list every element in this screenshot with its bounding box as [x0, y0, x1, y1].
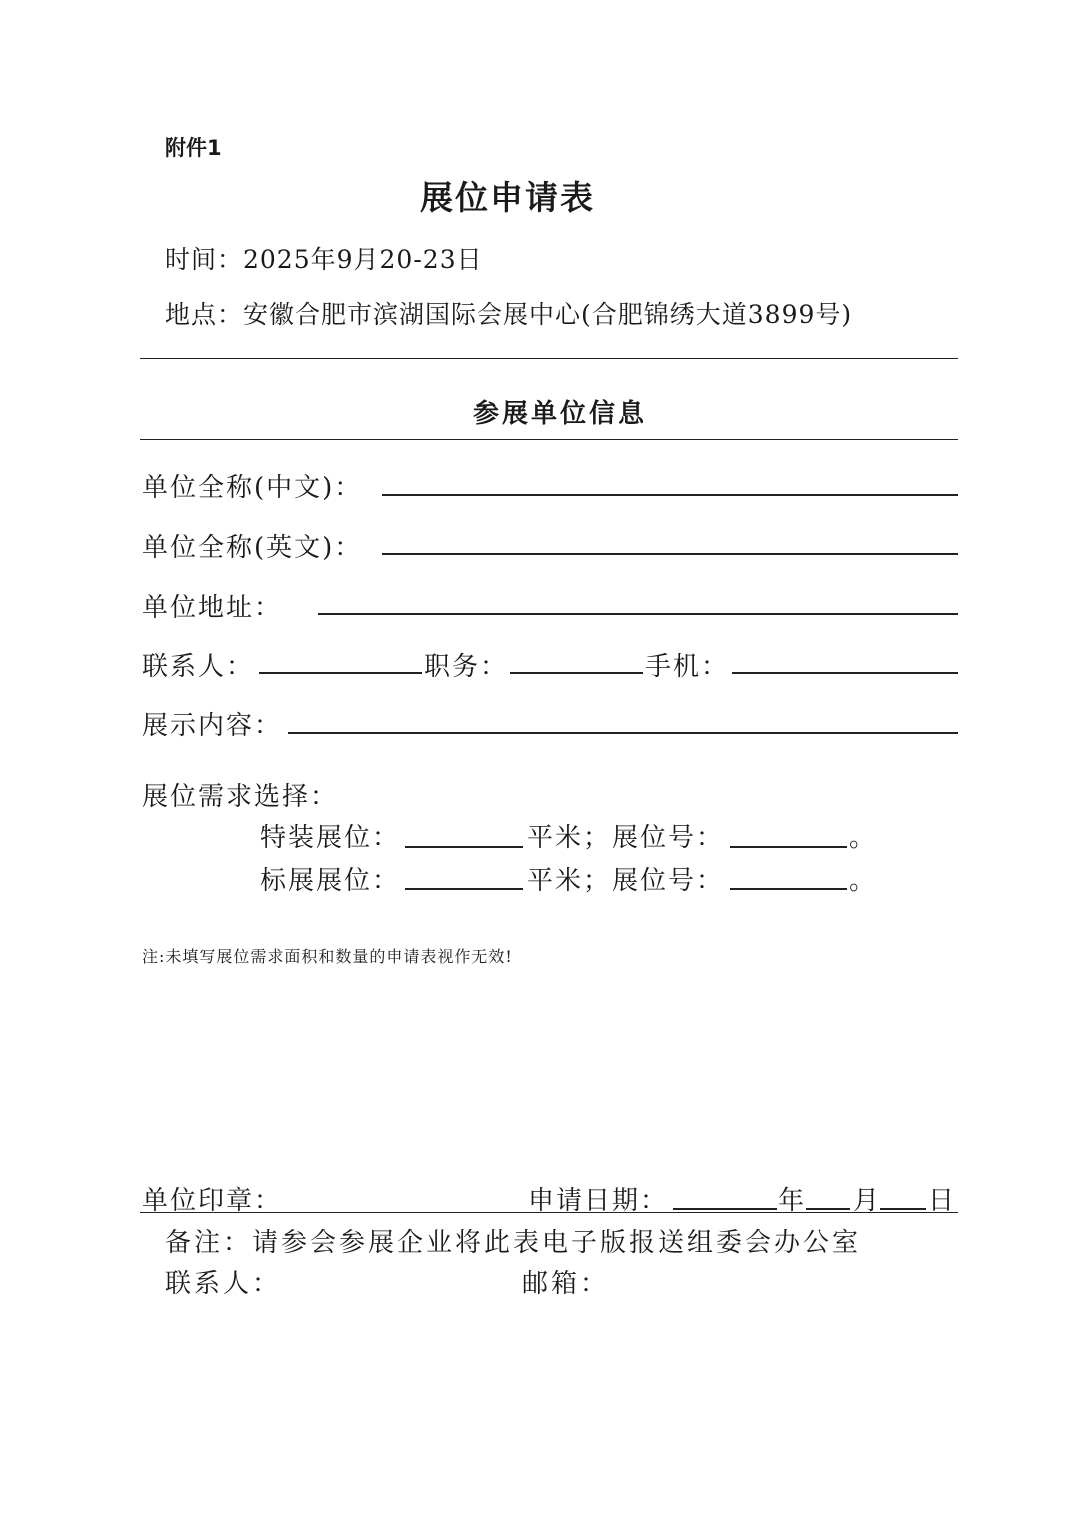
page-title: 展位申请表: [420, 178, 595, 217]
event-time: 时间：2025年9月20-23日: [165, 245, 483, 274]
standard-booth-period: 。: [849, 866, 878, 896]
attachment-label: 附件1: [165, 136, 222, 160]
position-label: 职务：: [424, 652, 509, 682]
position-input-line[interactable]: [510, 672, 643, 674]
day-input-line[interactable]: [880, 1208, 926, 1210]
special-booth-area-line[interactable]: [405, 846, 523, 848]
month-label: 月: [853, 1186, 882, 1216]
name-cn-label: 单位全称(中文)：: [142, 473, 363, 503]
exhibit-content-input-line[interactable]: [288, 732, 958, 734]
standard-booth-number-label: 展位号：: [612, 866, 725, 896]
section-title: 参展单位信息: [472, 399, 647, 429]
seal-label: 单位印章：: [142, 1186, 283, 1216]
event-location: 地点：安徽合肥市滨湖国际会展中心(合肥锦绣大道3899号): [165, 300, 853, 329]
special-booth-number-line[interactable]: [730, 846, 847, 848]
divider-top: [140, 358, 958, 359]
contact-label: 联系人：: [142, 652, 255, 682]
special-booth-label: 特装展位：: [260, 823, 401, 853]
day-label: 日: [928, 1186, 957, 1216]
contact-input-line[interactable]: [259, 672, 422, 674]
name-cn-input-line[interactable]: [382, 494, 958, 496]
special-booth-period: 。: [849, 823, 878, 853]
mobile-input-line[interactable]: [732, 672, 958, 674]
divider-section: [140, 439, 958, 440]
mobile-label: 手机：: [645, 652, 730, 682]
special-booth-number-label: 展位号：: [612, 823, 725, 853]
standard-booth-area-line[interactable]: [405, 888, 523, 890]
exhibit-content-label: 展示内容：: [142, 711, 283, 741]
standard-booth-sqm: 平米；: [527, 866, 612, 896]
month-input-line[interactable]: [806, 1208, 850, 1210]
address-label: 单位地址：: [142, 593, 283, 623]
divider-bottom: [140, 1212, 958, 1213]
remarks-email-label: 邮箱：: [522, 1269, 610, 1299]
year-input-line[interactable]: [673, 1208, 777, 1210]
name-en-input-line[interactable]: [382, 553, 958, 555]
year-label: 年: [778, 1186, 807, 1216]
booth-heading: 展位需求选择：: [142, 782, 339, 812]
address-input-line[interactable]: [318, 613, 958, 615]
remarks-text: 备注：请参会参展企业将此表电子版报送组委会办公室: [165, 1228, 862, 1258]
date-label: 申请日期：: [528, 1186, 669, 1216]
special-booth-sqm: 平米；: [527, 823, 612, 853]
name-en-label: 单位全称(英文)：: [142, 533, 363, 563]
remarks-contact-label: 联系人：: [165, 1269, 282, 1299]
validity-note: 注:未填写展位需求面积和数量的申请表视作无效!: [142, 947, 513, 966]
standard-booth-number-line[interactable]: [730, 888, 847, 890]
standard-booth-label: 标展展位：: [260, 866, 401, 896]
